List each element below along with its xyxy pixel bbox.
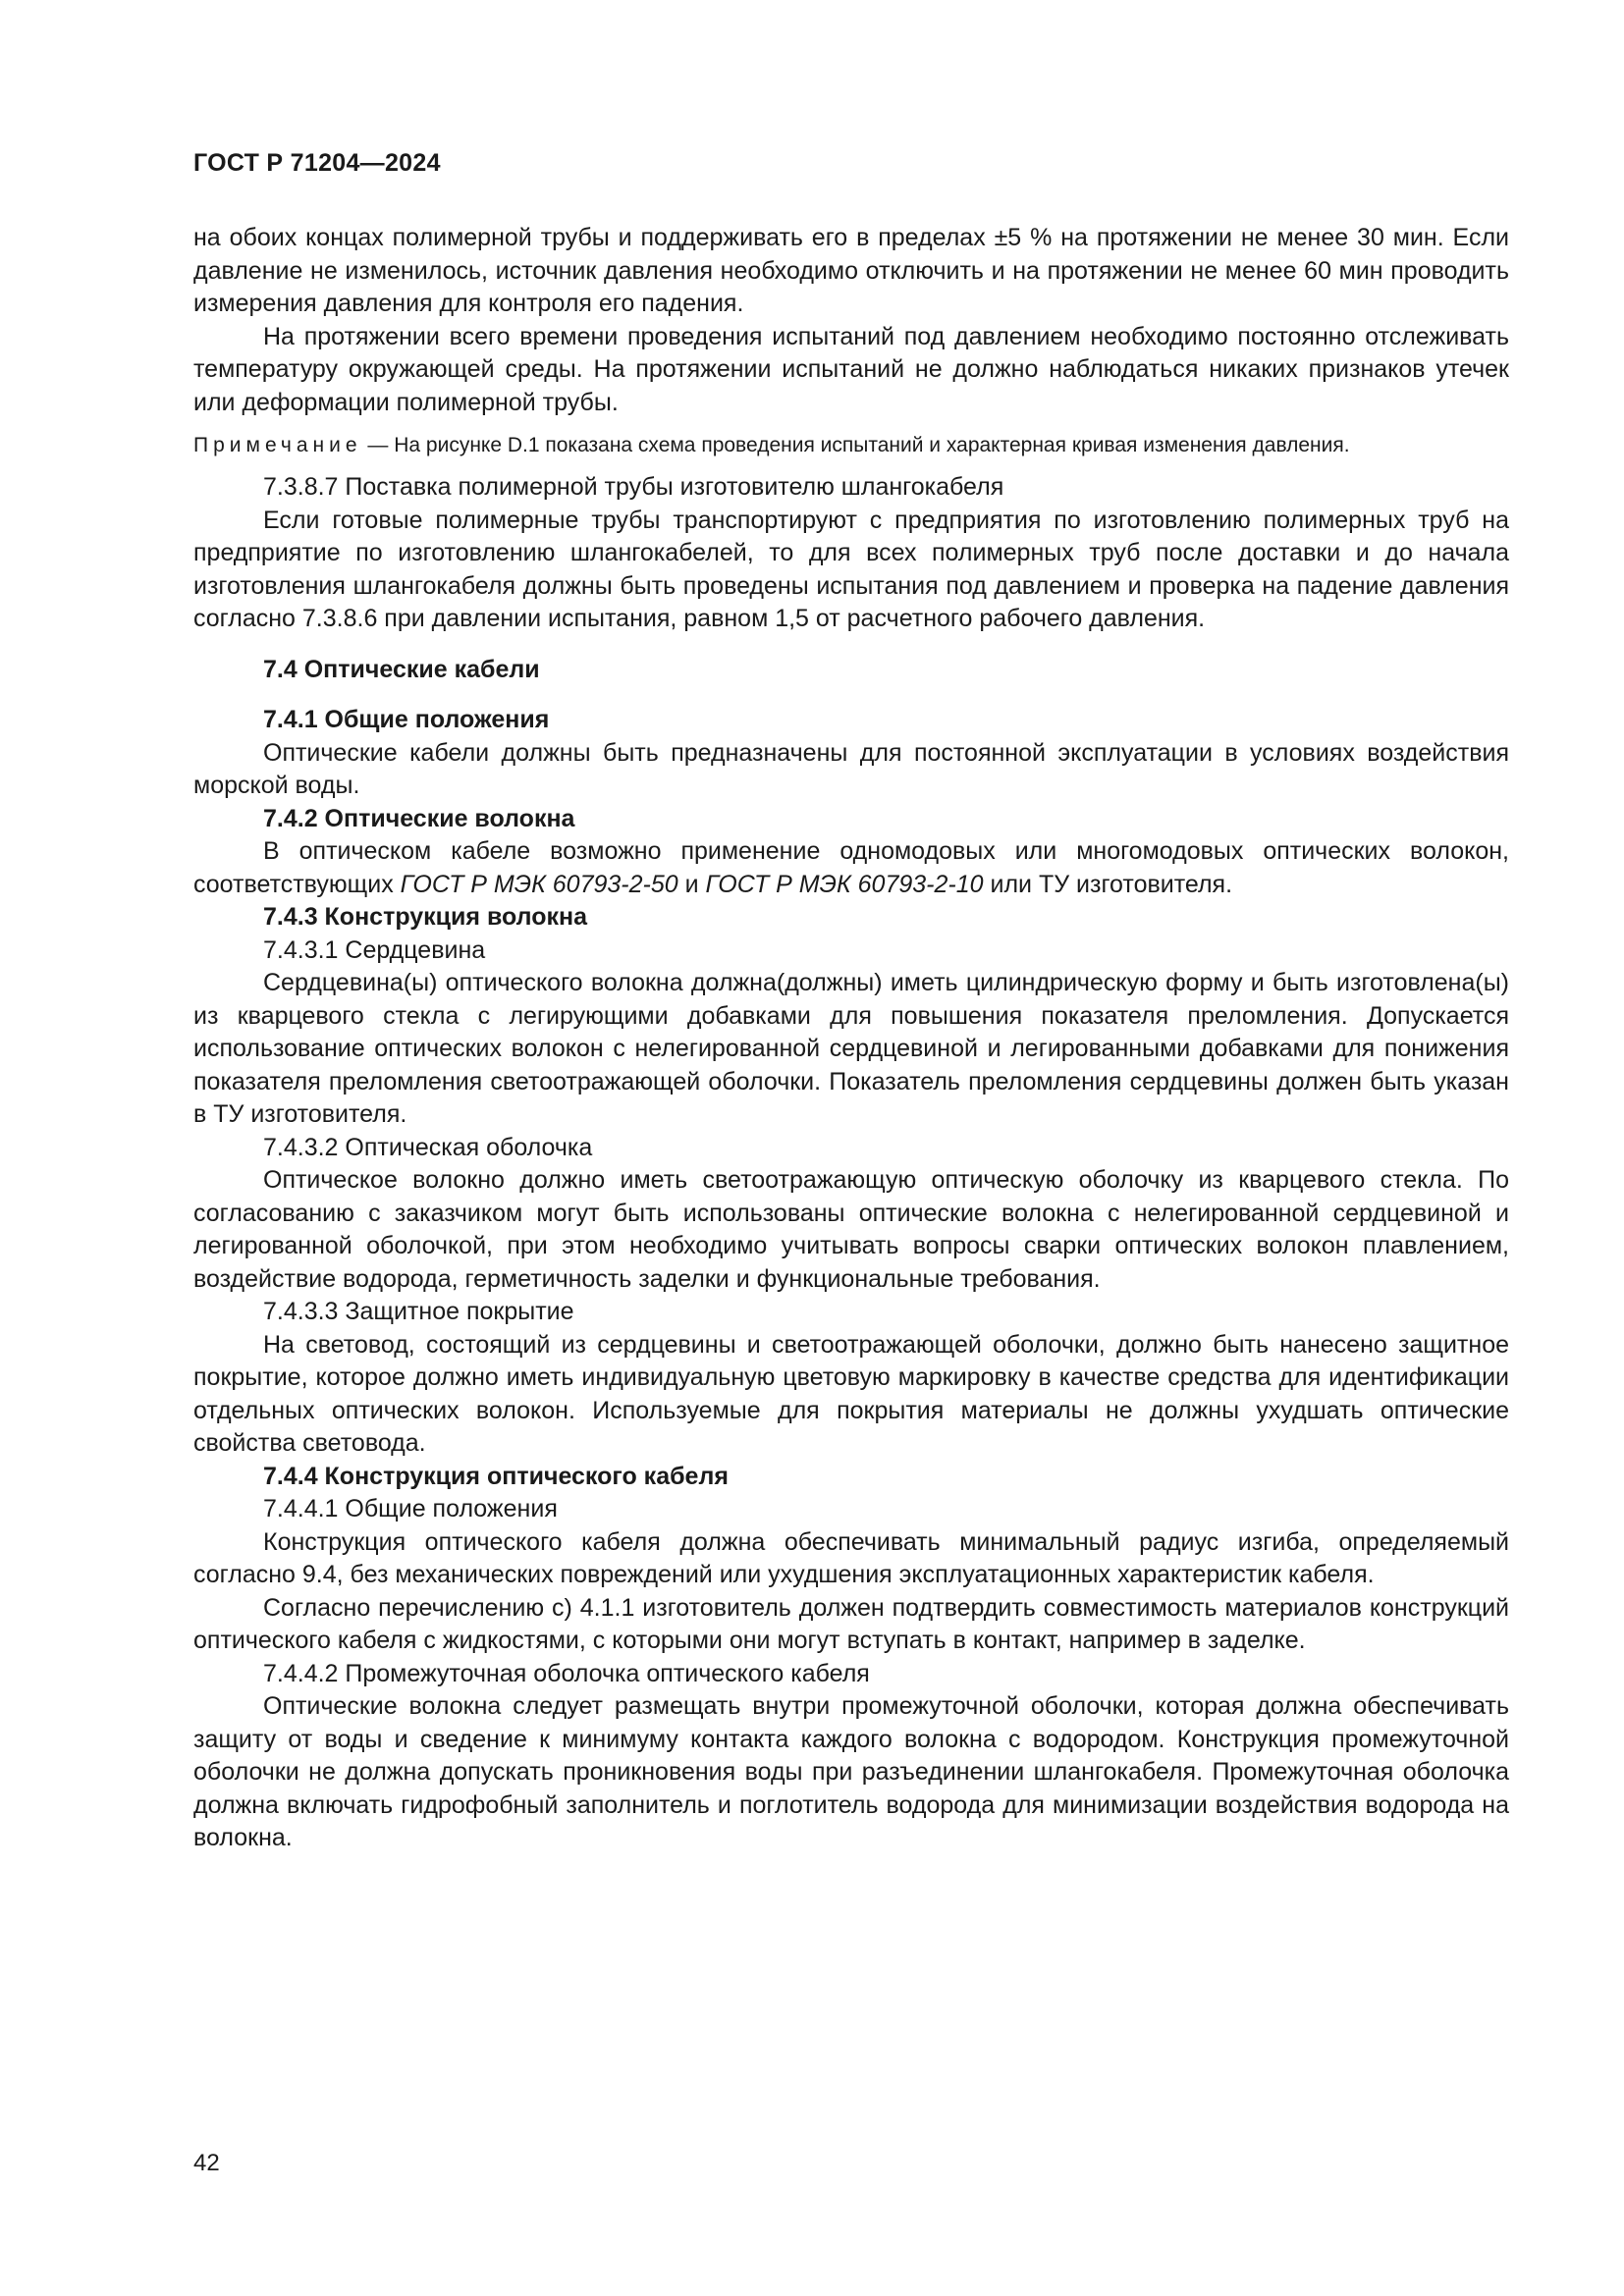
- paragraph-optical-fibers-text-c: или ТУ изготовителя.: [983, 870, 1233, 898]
- note-text: — На рисунке D.1 показана схема проведения испытаний и характерная кривая изменения давления.: [361, 434, 1350, 456]
- note-label: Примечание: [193, 434, 362, 456]
- paragraph-pressure-hold: на обоих концах полимерной трубы и поддерживать его в пределах ±5 % на протяжении не менее 30 мин. Если давление не изменилось, источник давления необходимо отключить и на протяжении не менее 60 мин проводить измерения давления для контроля его падения.: [193, 224, 1509, 317]
- paragraph-material-compatibility: Согласно перечислению с) 4.1.1 изготовитель должен подтвердить совместимость материалов конструкций оптического кабеля с жидкостями, с которыми они могут вступать в контакт, например в заделке.: [193, 1593, 1509, 1654]
- section-heading-7-4-3-1: 7.4.3.1 Сердцевина: [263, 935, 486, 964]
- paragraph-optical-fibers: [193, 835, 1509, 901]
- paragraph-protective-coating: На световод, состоящий из сердцевины и светоотражающей оболочки, должно быть нанесено защитное покрытие, которое должно иметь индивидуальную цветовую маркировку в качестве средства для идентификации отдельных оптических волокон. Используемые для покрытия материалы не должны ухудшать оптические свойства световода.: [193, 1330, 1509, 1457]
- paragraph-optical-fibers-text-a: В оптическом кабеле возможно применение одномодовых или многомодовых оптических волокон, соответствующих: [193, 837, 1509, 898]
- section-heading-7-4-4-2: 7.4.4.2 Промежуточная оболочка оптического кабеля: [263, 1659, 870, 1687]
- paragraph-cladding: Оптическое волокно должно иметь светоотражающую оптическую оболочку из кварцевого стекла. По согласованию с заказчиком могут быть использованы оптические волокна с нелегированной сердцевиной и легированной оболочкой, при этом необходимо учитывать вопросы сварки оптических волокон плавлением, воздействие водорода, герметичность заделки и функциональные требования.: [193, 1166, 1509, 1293]
- paragraph-pipe-delivery: Если готовые полимерные трубы транспортируют с предприятия по изготовлению полимерных труб на предприятие по изготовлению шлангокабелей, то для всех полимерных труб после доставки и до начала изготовления шлангокабеля должны быть проведены испытания под давлением и проверка на падение давления согласно 7.3.8.6 при давлении испытания, равном 1,5 от расчетного рабочего давления.: [193, 506, 1509, 632]
- section-heading-7-4-4: 7.4.4 Конструкция оптического кабеля: [263, 1462, 729, 1490]
- section-heading-7-4-1: 7.4.1 Общие положения: [263, 706, 550, 733]
- section-heading-7-3-8-7: 7.3.8.7 Поставка полимерной трубы изготовителю шлангокабеля: [263, 473, 1004, 501]
- paragraph-core: Сердцевина(ы) оптического волокна должна(должны) иметь цилиндрическую форму и быть изготовлена(ы) из кварцевого стекла с легирующими добавками для повышения показателя преломления. Допускается использование оптических волокон с нелегированной сердцевиной и легированными добавками для понижения показателя преломления светоотражающей оболочки. Показатель преломления сердцевины должен быть указан в ТУ изготовителя.: [193, 969, 1509, 1128]
- paragraph-buffer-tube: Оптические волокна следует размещать внутри промежуточной оболочки, которая должна обеспечивать защиту от воды и сведение к минимуму контакта каждого волокна с водородом. Конструкция промежуточной оболочки не должна допускать проникновения воды при разъединении шлангокабеля. Промежуточная оболочка должна включать гидрофобный заполнитель и поглотитель водорода для минимизации воздействия водорода на волокна.: [193, 1692, 1509, 1851]
- section-heading-7-4-3-2: 7.4.3.2 Оптическая оболочка: [263, 1133, 593, 1161]
- section-heading-7-4-3: 7.4.3 Конструкция волокна: [263, 903, 587, 931]
- standard-reference-1: ГОСТ Р МЭК 60793-2-50: [400, 870, 678, 898]
- page-body: [193, 222, 1509, 1855]
- note: [193, 431, 1509, 459]
- section-heading-7-4-2: 7.4.2 Оптические волокна: [263, 804, 575, 832]
- paragraph-bend-radius: Конструкция оптического кабеля должна обеспечивать минимальный радиус изгиба, определяемый согласно 9.4, без механических повреждений или ухудшения эксплуатационных характеристик кабеля.: [193, 1527, 1509, 1588]
- section-heading-7-4: 7.4 Оптические кабели: [263, 655, 540, 683]
- paragraph-temperature-monitoring: На протяжении всего времени проведения испытаний под давлением необходимо постоянно отслеживать температуру окружающей среды. На протяжении испытаний не должно наблюдаться никаких признаков утечек или деформации полимерной трубы.: [193, 322, 1509, 416]
- section-heading-7-4-4-1: 7.4.4.1 Общие положения: [263, 1495, 558, 1522]
- section-heading-7-4-3-3: 7.4.3.3 Защитное покрытие: [263, 1298, 574, 1325]
- paragraph-optical-fibers-text-b: и: [677, 870, 706, 898]
- page-number: 42: [193, 2150, 220, 2176]
- standard-reference-2: ГОСТ Р МЭК 60793-2-10: [705, 870, 984, 898]
- document-code-header: ГОСТ Р 71204—2024: [193, 149, 441, 177]
- paragraph-general-provisions: Оптические кабели должны быть предназначены для постоянной эксплуатации в условиях воздействия морской воды.: [193, 738, 1509, 799]
